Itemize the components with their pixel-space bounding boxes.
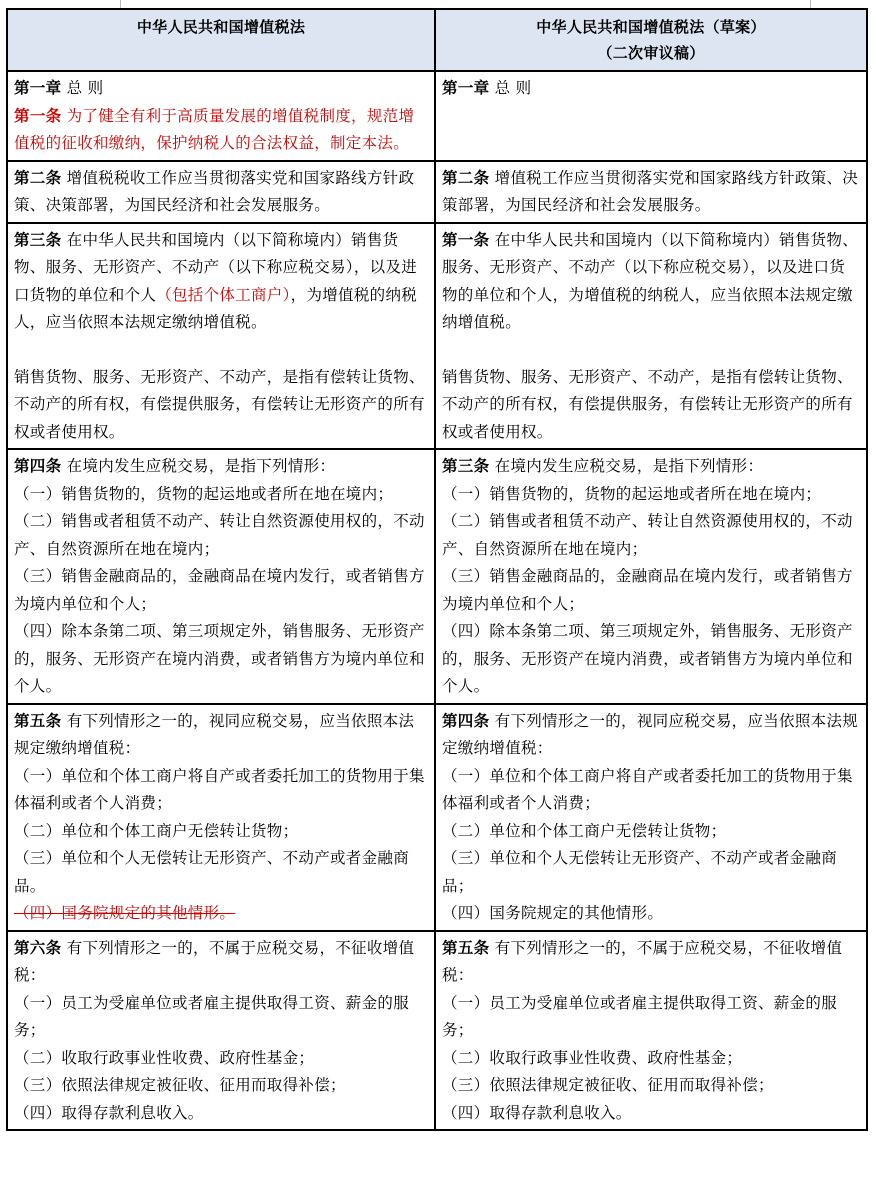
chapter-label: 第一章 <box>442 79 490 97</box>
article-label: 第六条 <box>14 938 62 957</box>
cell-right <box>435 449 867 704</box>
article-label: 第五条 <box>14 711 62 730</box>
article-text: 在境内发生应税交易，是指下列情形： <box>66 457 336 475</box>
list-item: （一）销售货物的，货物的起运地或者所在地在境内； <box>14 484 394 503</box>
deleted-item: （四）国务院规定的其他情形。 <box>14 904 236 922</box>
table-row <box>7 704 867 931</box>
cell-left <box>7 704 435 931</box>
article-paragraph: 销售货物、服务、无形资产、不动产，是指有偿转让货物、不动产的所有权，有偿提供服务，有偿转让无形资产的所有权或者使用权。 <box>14 367 425 441</box>
article-label: 第三条 <box>442 457 490 475</box>
chapter-title: 总 则 <box>66 79 104 97</box>
article-text: 增值税工作应当贯彻落实党和国家路线方针政策、决策部署，为国民经济和社会发展服务。 <box>442 168 859 214</box>
article-text: 有下列情形之一的，不属于应税交易，不征收增值税： <box>14 938 415 984</box>
article-label: 第一条 <box>442 230 490 249</box>
cell-right <box>435 223 867 450</box>
article-paragraph: 销售货物、服务、无形资产、不动产，是指有偿转让货物、不动产的所有权，有偿提供服务，有偿转让无形资产的所有权或者使用权。 <box>442 367 853 441</box>
cell-right <box>435 931 867 1131</box>
article-text: 为了健全有利于高质量发展的增值税制度，规范增值税的征收和缴纳，保护纳税人的合法权益，制定本法。 <box>14 106 415 152</box>
list-item: （一）单位和个体工商户将自产或者委托加工的货物用于集体福利或者个人消费； <box>14 766 425 812</box>
list-item: （二）销售或者租赁不动产、转让自然资源使用权的，不动产、自然资源所在地在境内； <box>14 512 425 558</box>
chapter-title: 总 则 <box>494 79 532 97</box>
list-item: （三）单位和个人无偿转让无形资产、不动产或者金融商品； <box>442 849 838 895</box>
list-item: （二）销售或者租赁不动产、转让自然资源使用权的，不动产、自然资源所在地在境内； <box>442 512 853 558</box>
article-text: ，为增值税的纳税人，应当依照本法规定缴纳增值税。 <box>14 285 418 331</box>
cell-left <box>7 931 435 1131</box>
table-row <box>7 449 867 704</box>
comparison-table <box>6 8 868 1131</box>
list-item: （三）销售金融商品的，金融商品在境内发行，或者销售方为境内单位和个人； <box>14 567 425 613</box>
header-current-law <box>7 9 435 71</box>
article-text: 在中华人民共和国境内（以下简称境内）销售货物、服务、无形资产、不动产（以下称应税交易），以及进口货物的单位和个人，为增值税的纳税人，应当依照本法规定缴纳增值税。 <box>442 230 859 331</box>
list-item: （一）员工为受雇单位或者雇主提供取得工资、薪金的服务； <box>442 993 838 1039</box>
list-item: （四）除本条第二项、第三项规定外，销售服务、无形资产的，服务、无形资产在境内消费，或者销售方为境内单位和个人。 <box>442 622 853 695</box>
table-row <box>7 71 867 161</box>
header-right-subtitle: （二次审议稿） <box>597 44 705 62</box>
article-text: 在中华人民共和国境内（以下简称境内）销售货物、服务、无形资产、不动产（以下称应税交易），以及进口货物的单位和个人 <box>14 230 418 304</box>
list-item: （四）取得存款利息收入。 <box>14 1103 204 1122</box>
article-text: 在境内发生应税交易，是指下列情形： <box>494 457 764 475</box>
article-label: 第五条 <box>442 938 490 957</box>
article-text: 有下列情形之一的，不属于应税交易，不征收增值税： <box>442 938 843 984</box>
header-draft <box>435 9 867 71</box>
cell-left <box>7 449 435 704</box>
article-label: 第四条 <box>14 457 62 475</box>
cell-left <box>7 71 435 161</box>
table-row <box>7 161 867 223</box>
list-item: （四）国务院规定的其他情形。 <box>442 904 664 922</box>
list-item: （二）收取行政事业性收费、政府性基金； <box>442 1048 743 1067</box>
list-item: （三）依照法律规定被征收、征用而取得补偿； <box>14 1076 346 1094</box>
list-item: （三）销售金融商品的，金融商品在境内发行，或者销售方为境内单位和个人； <box>442 567 853 613</box>
article-label: 第一条 <box>14 106 62 125</box>
table-row <box>7 223 867 450</box>
cell-left <box>7 161 435 223</box>
article-text: 有下列情形之一的，视同应税交易，应当依照本法规定缴纳增值税： <box>14 711 415 757</box>
article-text: 增值税税收工作应当贯彻落实党和国家路线方针政策、决策部署，为国民经济和社会发展服务。 <box>14 168 415 214</box>
table-header-row <box>7 9 867 71</box>
list-item: （四）取得存款利息收入。 <box>442 1103 632 1122</box>
top-edge <box>0 0 874 8</box>
article-label: 第二条 <box>442 168 490 187</box>
list-item: （二）单位和个体工商户无偿转让货物； <box>14 821 299 840</box>
list-item: （一）销售货物的，货物的起运地或者所在地在境内； <box>442 484 822 503</box>
list-item: （二）收取行政事业性收费、政府性基金； <box>14 1048 315 1067</box>
chapter-label: 第一章 <box>14 79 62 97</box>
list-item: （三）单位和个人无偿转让无形资产、不动产或者金融商品。 <box>14 849 410 895</box>
cell-left <box>7 223 435 450</box>
article-label: 第三条 <box>14 230 62 249</box>
article-label: 第二条 <box>14 168 62 187</box>
cell-right <box>435 704 867 931</box>
cell-right <box>435 71 867 161</box>
article-text: 有下列情形之一的，视同应税交易，应当依照本法规定缴纳增值税： <box>442 711 859 757</box>
inserted-text: （包括个体工商户） <box>156 285 291 304</box>
header-left-title: 中华人民共和国增值税法 <box>136 18 306 36</box>
article-label: 第四条 <box>442 711 490 730</box>
header-right-title: 中华人民共和国增值税法（草案） <box>536 18 766 36</box>
list-item: （一）员工为受雇单位或者雇主提供取得工资、薪金的服务； <box>14 993 410 1039</box>
list-item: （四）除本条第二项、第三项规定外，销售服务、无形资产的，服务、无形资产在境内消费，或者销售方为境内单位和个人。 <box>14 622 425 695</box>
list-item: （一）单位和个体工商户将自产或者委托加工的货物用于集体福利或者个人消费； <box>442 766 853 812</box>
cell-right <box>435 161 867 223</box>
table-row <box>7 931 867 1131</box>
list-item: （三）依照法律规定被征收、征用而取得补偿； <box>442 1076 774 1094</box>
list-item: （二）单位和个体工商户无偿转让货物； <box>442 821 727 840</box>
